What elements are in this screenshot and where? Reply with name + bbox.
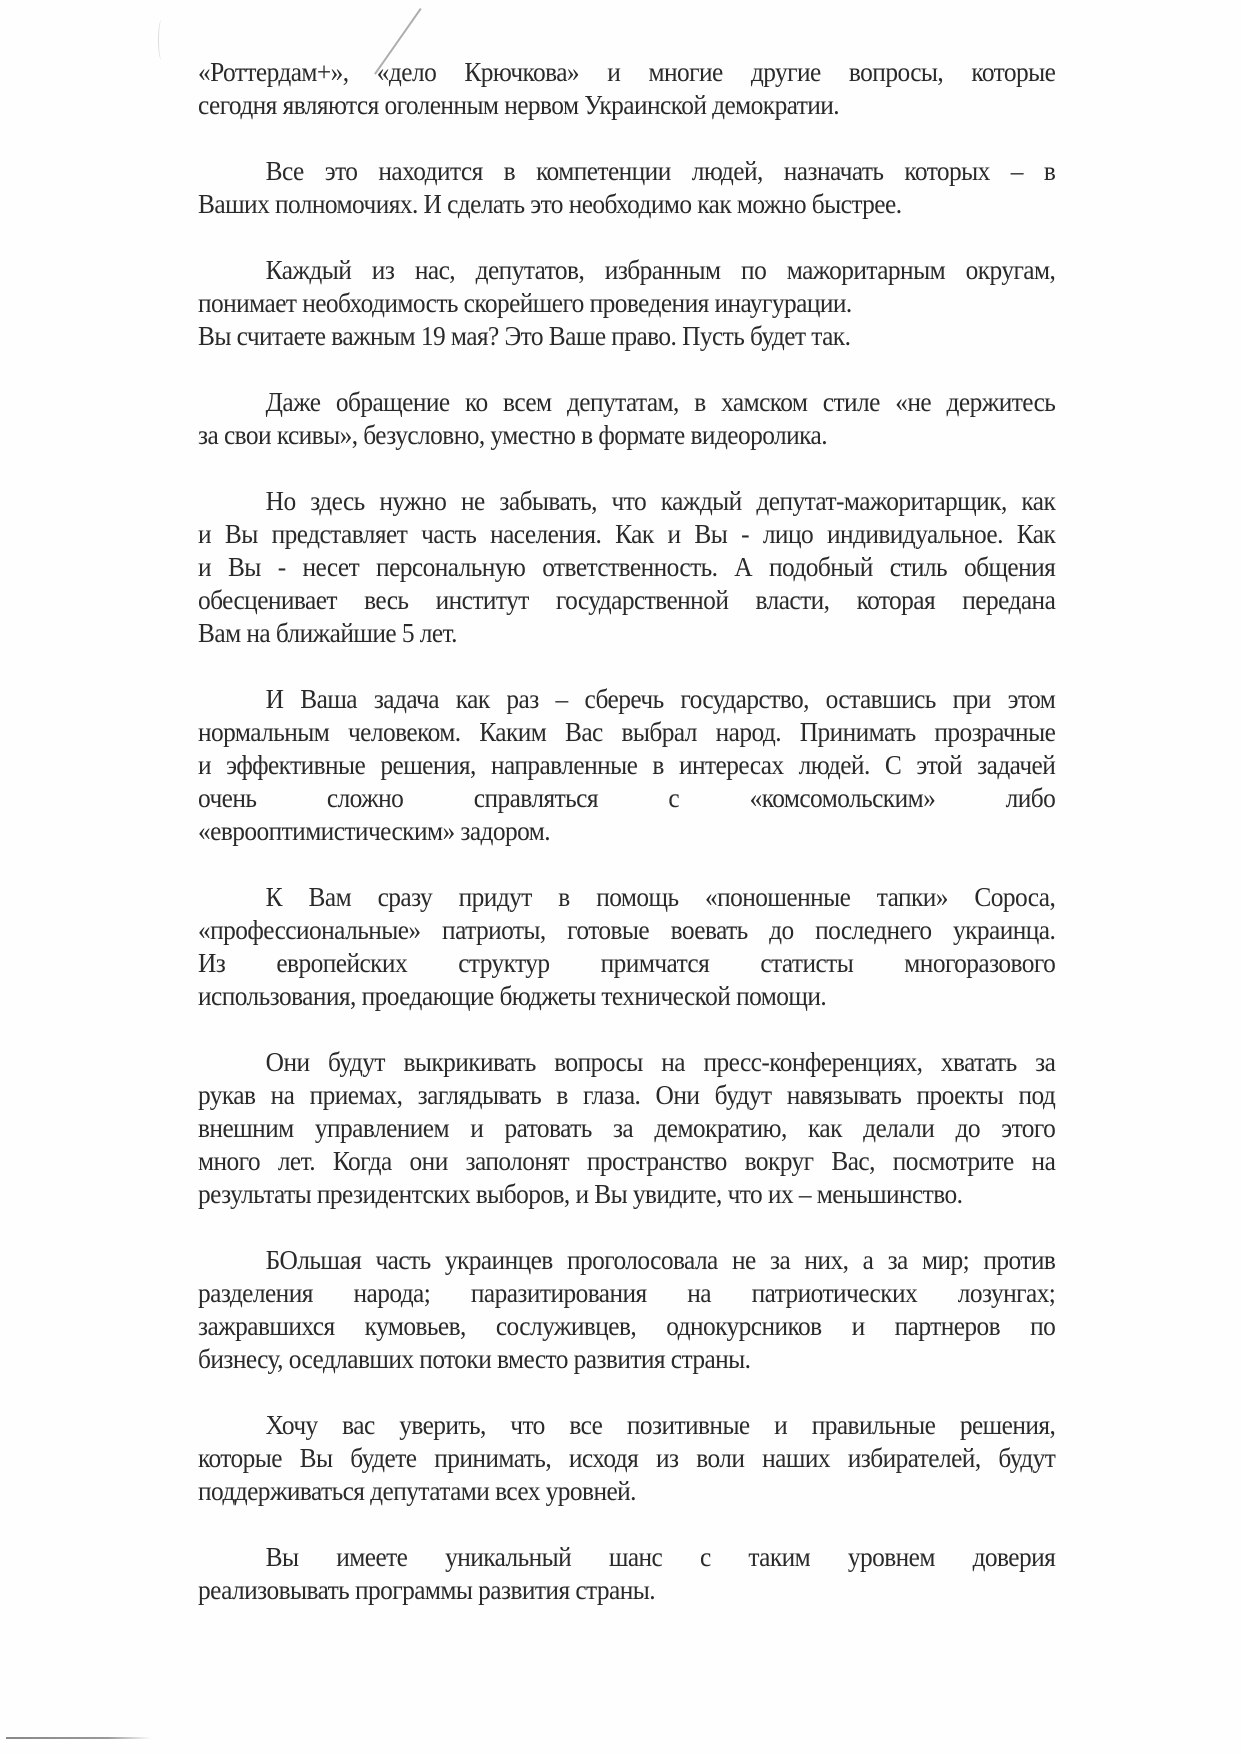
- paragraph-1: [198, 56, 1055, 122]
- text-line: за свои ксивы», безусловно, уместно в формате видеоролика.: [198, 420, 828, 450]
- text-line: разделения народа; паразитирования на патриотических лозунгах;: [198, 1278, 1056, 1308]
- text-line: «Роттердам+», «дело Крючкова» и многие другие вопросы, которые: [198, 57, 1056, 87]
- paragraph-2: [198, 155, 1055, 221]
- text-line: понимает необходимость скорейшего проведения инаугурации.: [198, 288, 852, 318]
- text-line: Все это находится в компетенции людей, назначать которых – в: [265, 156, 1056, 186]
- paragraph-9: [198, 1244, 1055, 1376]
- paragraph-5: [198, 485, 1055, 650]
- text-line: К Вам сразу придут в помощь «поношенные тапки» Сороса,: [265, 882, 1056, 912]
- text-line: внешним управлением и ратовать за демократию, как делали до этого: [198, 1113, 1056, 1143]
- letter-body: [198, 56, 1055, 1607]
- text-line: и эффективные решения, направленные в интересах людей. С этой задачей: [198, 750, 1056, 780]
- text-line: которые Вы будете принимать, исходя из воли наших избирателей, будут: [198, 1443, 1056, 1473]
- text-line: использования, проедающие бюджеты технической помощи.: [198, 981, 827, 1011]
- paragraph-7: [198, 881, 1055, 1013]
- paragraph-6: [198, 683, 1055, 848]
- text-line: «профессиональные» патриоты, готовые воевать до последнего украинца.: [198, 915, 1056, 945]
- text-line: Вы имеете уникальный шанс с таким уровнем доверия: [265, 1542, 1056, 1572]
- text-line: реализовывать программы развития страны.: [198, 1575, 656, 1605]
- text-line: очень сложно справляться с «комсомольским» либо: [198, 783, 1056, 813]
- text-line: Ваших полномочиях. И сделать это необходимо как можно быстрее.: [198, 189, 902, 219]
- paragraph-8: [198, 1046, 1055, 1211]
- text-line: Из европейских структур примчатся статисты многоразового: [198, 948, 1056, 978]
- text-line: Каждый из нас, депутатов, избранным по мажоритарным округам,: [265, 255, 1056, 285]
- text-line: и Вы - несет персональную ответственность. А подобный стиль общения: [198, 552, 1056, 582]
- text-line: нормальным человеком. Каким Вас выбрал народ. Принимать прозрачные: [198, 717, 1056, 747]
- text-line: рукав на приемах, заглядывать в глаза. Они будут навязывать проекты под: [198, 1080, 1056, 1110]
- text-line: бизнесу, оседлавших потоки вместо развития страны.: [198, 1344, 751, 1374]
- paragraph-11: [198, 1541, 1055, 1607]
- page-edge-rule: [6, 1737, 151, 1739]
- scan-edge-mark: [158, 20, 165, 60]
- text-line: Вы считаете важным 19 мая? Это Ваше право. Пусть будет так.: [198, 321, 851, 351]
- text-line: и Вы представляет часть населения. Как и Вы - лицо индивидуальное. Как: [198, 519, 1056, 549]
- text-line: зажравшихся кумовьев, сослуживцев, однокурсников и партнеров по: [198, 1311, 1056, 1341]
- text-line: Но здесь нужно не забывать, что каждый депутат-мажоритарщик, как: [265, 486, 1056, 516]
- text-line: поддерживаться депутатами всех уровней.: [198, 1476, 636, 1506]
- paragraph-3: [198, 254, 1055, 353]
- text-line: сегодня являются оголенным нервом Украинской демократии.: [198, 90, 840, 120]
- text-line: обесценивает весь институт государственной власти, которая передана: [198, 585, 1056, 615]
- text-line: БОльшая часть украинцев проголосовала не за них, а за мир; против: [265, 1245, 1056, 1275]
- paragraph-10: [198, 1409, 1055, 1508]
- text-line: результаты президентских выборов, и Вы увидите, что их – меньшинство.: [198, 1179, 963, 1209]
- text-line: много лет. Когда они заполонят пространство вокруг Вас, посмотрите на: [198, 1146, 1056, 1176]
- text-line: Вам на ближайшие 5 лет.: [198, 618, 457, 648]
- text-line: Они будут выкрикивать вопросы на пресс-конференциях, хватать за: [265, 1047, 1056, 1077]
- text-line: «еврооптимистическим» задором.: [198, 816, 551, 846]
- text-line: И Ваша задача как раз – сберечь государство, оставшись при этом: [265, 684, 1056, 714]
- text-line: Даже обращение ко всем депутатам, в хамском стиле «не держитесь: [265, 387, 1056, 417]
- text-line: Хочу вас уверить, что все позитивные и правильные решения,: [265, 1410, 1056, 1440]
- paragraph-4: [198, 386, 1055, 452]
